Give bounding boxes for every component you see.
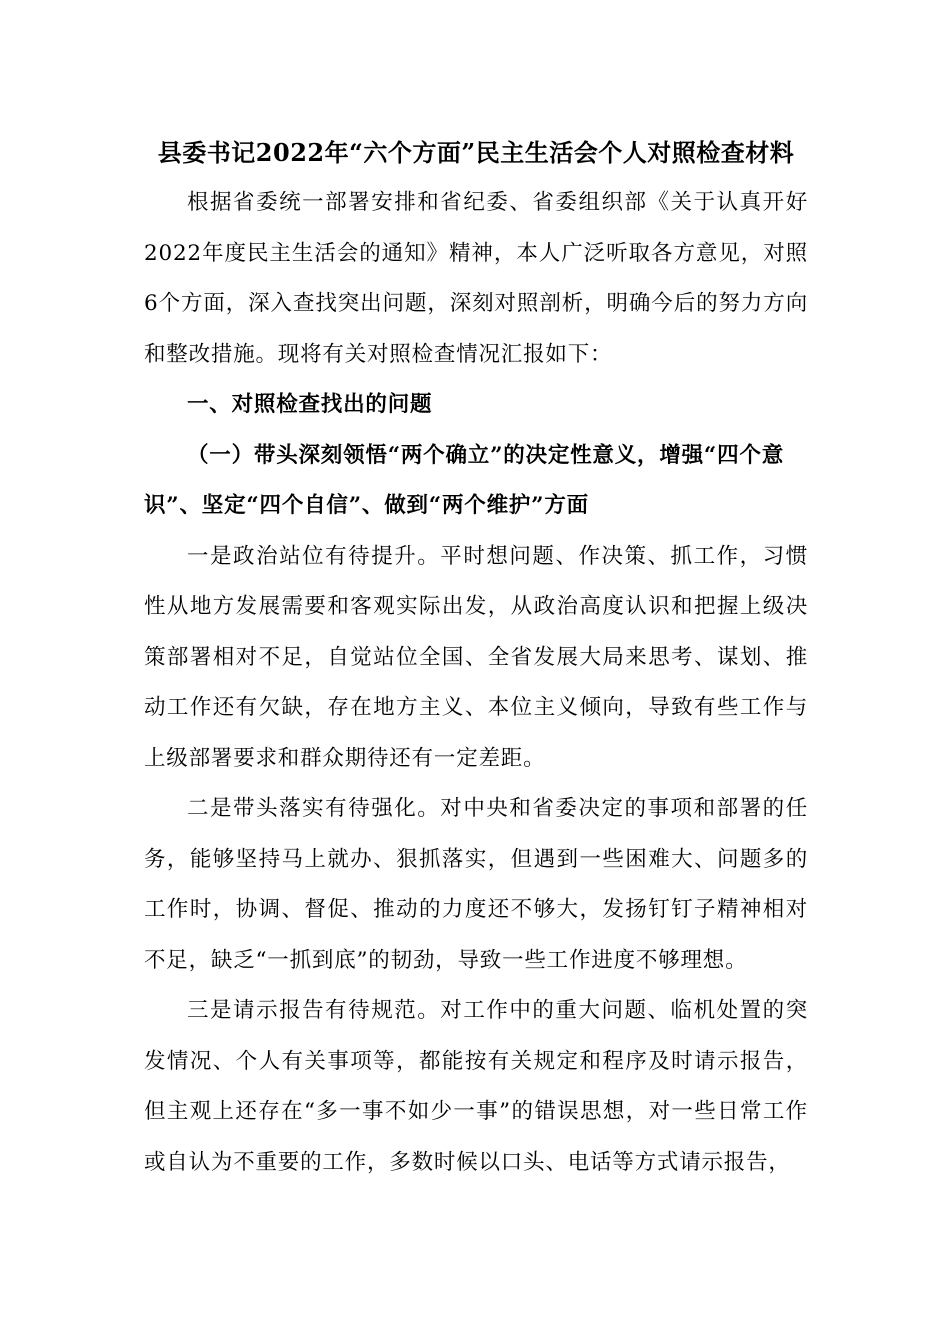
section-heading: 一、对照检查找出的问题 <box>187 392 433 417</box>
subsection-heading: （一）带头深刻领悟“两个确立”的决定性意义，增强“四个意识”、坚定“四个自信”、做到“两个维护”方面 <box>144 442 785 518</box>
body-paragraph-2: 二是带头落实有待强化。对中央和省委决定的事项和部署的任务，能够坚持马上就办、狠抓落实，但遇到一些困难大、问题多的工作时，协调、督促、推动的力度还不够大，发扬钉钉子精神相对不足，缺乏“一抓到底”的韧劲，导致一些工作进度不够理想。 <box>144 796 808 973</box>
intro-paragraph: 根据省委统一部署安排和省纪委、省委组织部《关于认真开好2022年度民主生活会的通知》精神，本人广泛听取各方意见，对照6个方面，深入查找突出问题，深刻对照剖析，明确今后的努力方向和整改措施。现将有关对照检查情况汇报如下： <box>144 190 808 367</box>
document-title: 县委书记2022年“六个方面”民主生活会个人对照检查材料 <box>157 138 795 167</box>
body-paragraph-1: 一是政治站位有待提升。平时想问题、作决策、抓工作，习惯性从地方发展需要和客观实际出发，从政治高度认识和把握上级决策部署相对不足，自觉站位全国、全省发展大局来思考、谋划、推动工作还有欠缺，存在地方主义、本位主义倾向，导致有些工作与上级部署要求和群众期待还有一定差距。 <box>144 543 808 771</box>
document-body <box>144 128 808 1188</box>
body-paragraph-3: 三是请示报告有待规范。对工作中的重大问题、临机处置的突发情况、个人有关事项等，都能按有关规定和程序及时请示报告，但主观上还存在“多一事不如少一事”的错误思想，对一些日常工作或自认为不重要的工作，多数时候以口头、电话等方式请示报告， <box>144 998 808 1175</box>
